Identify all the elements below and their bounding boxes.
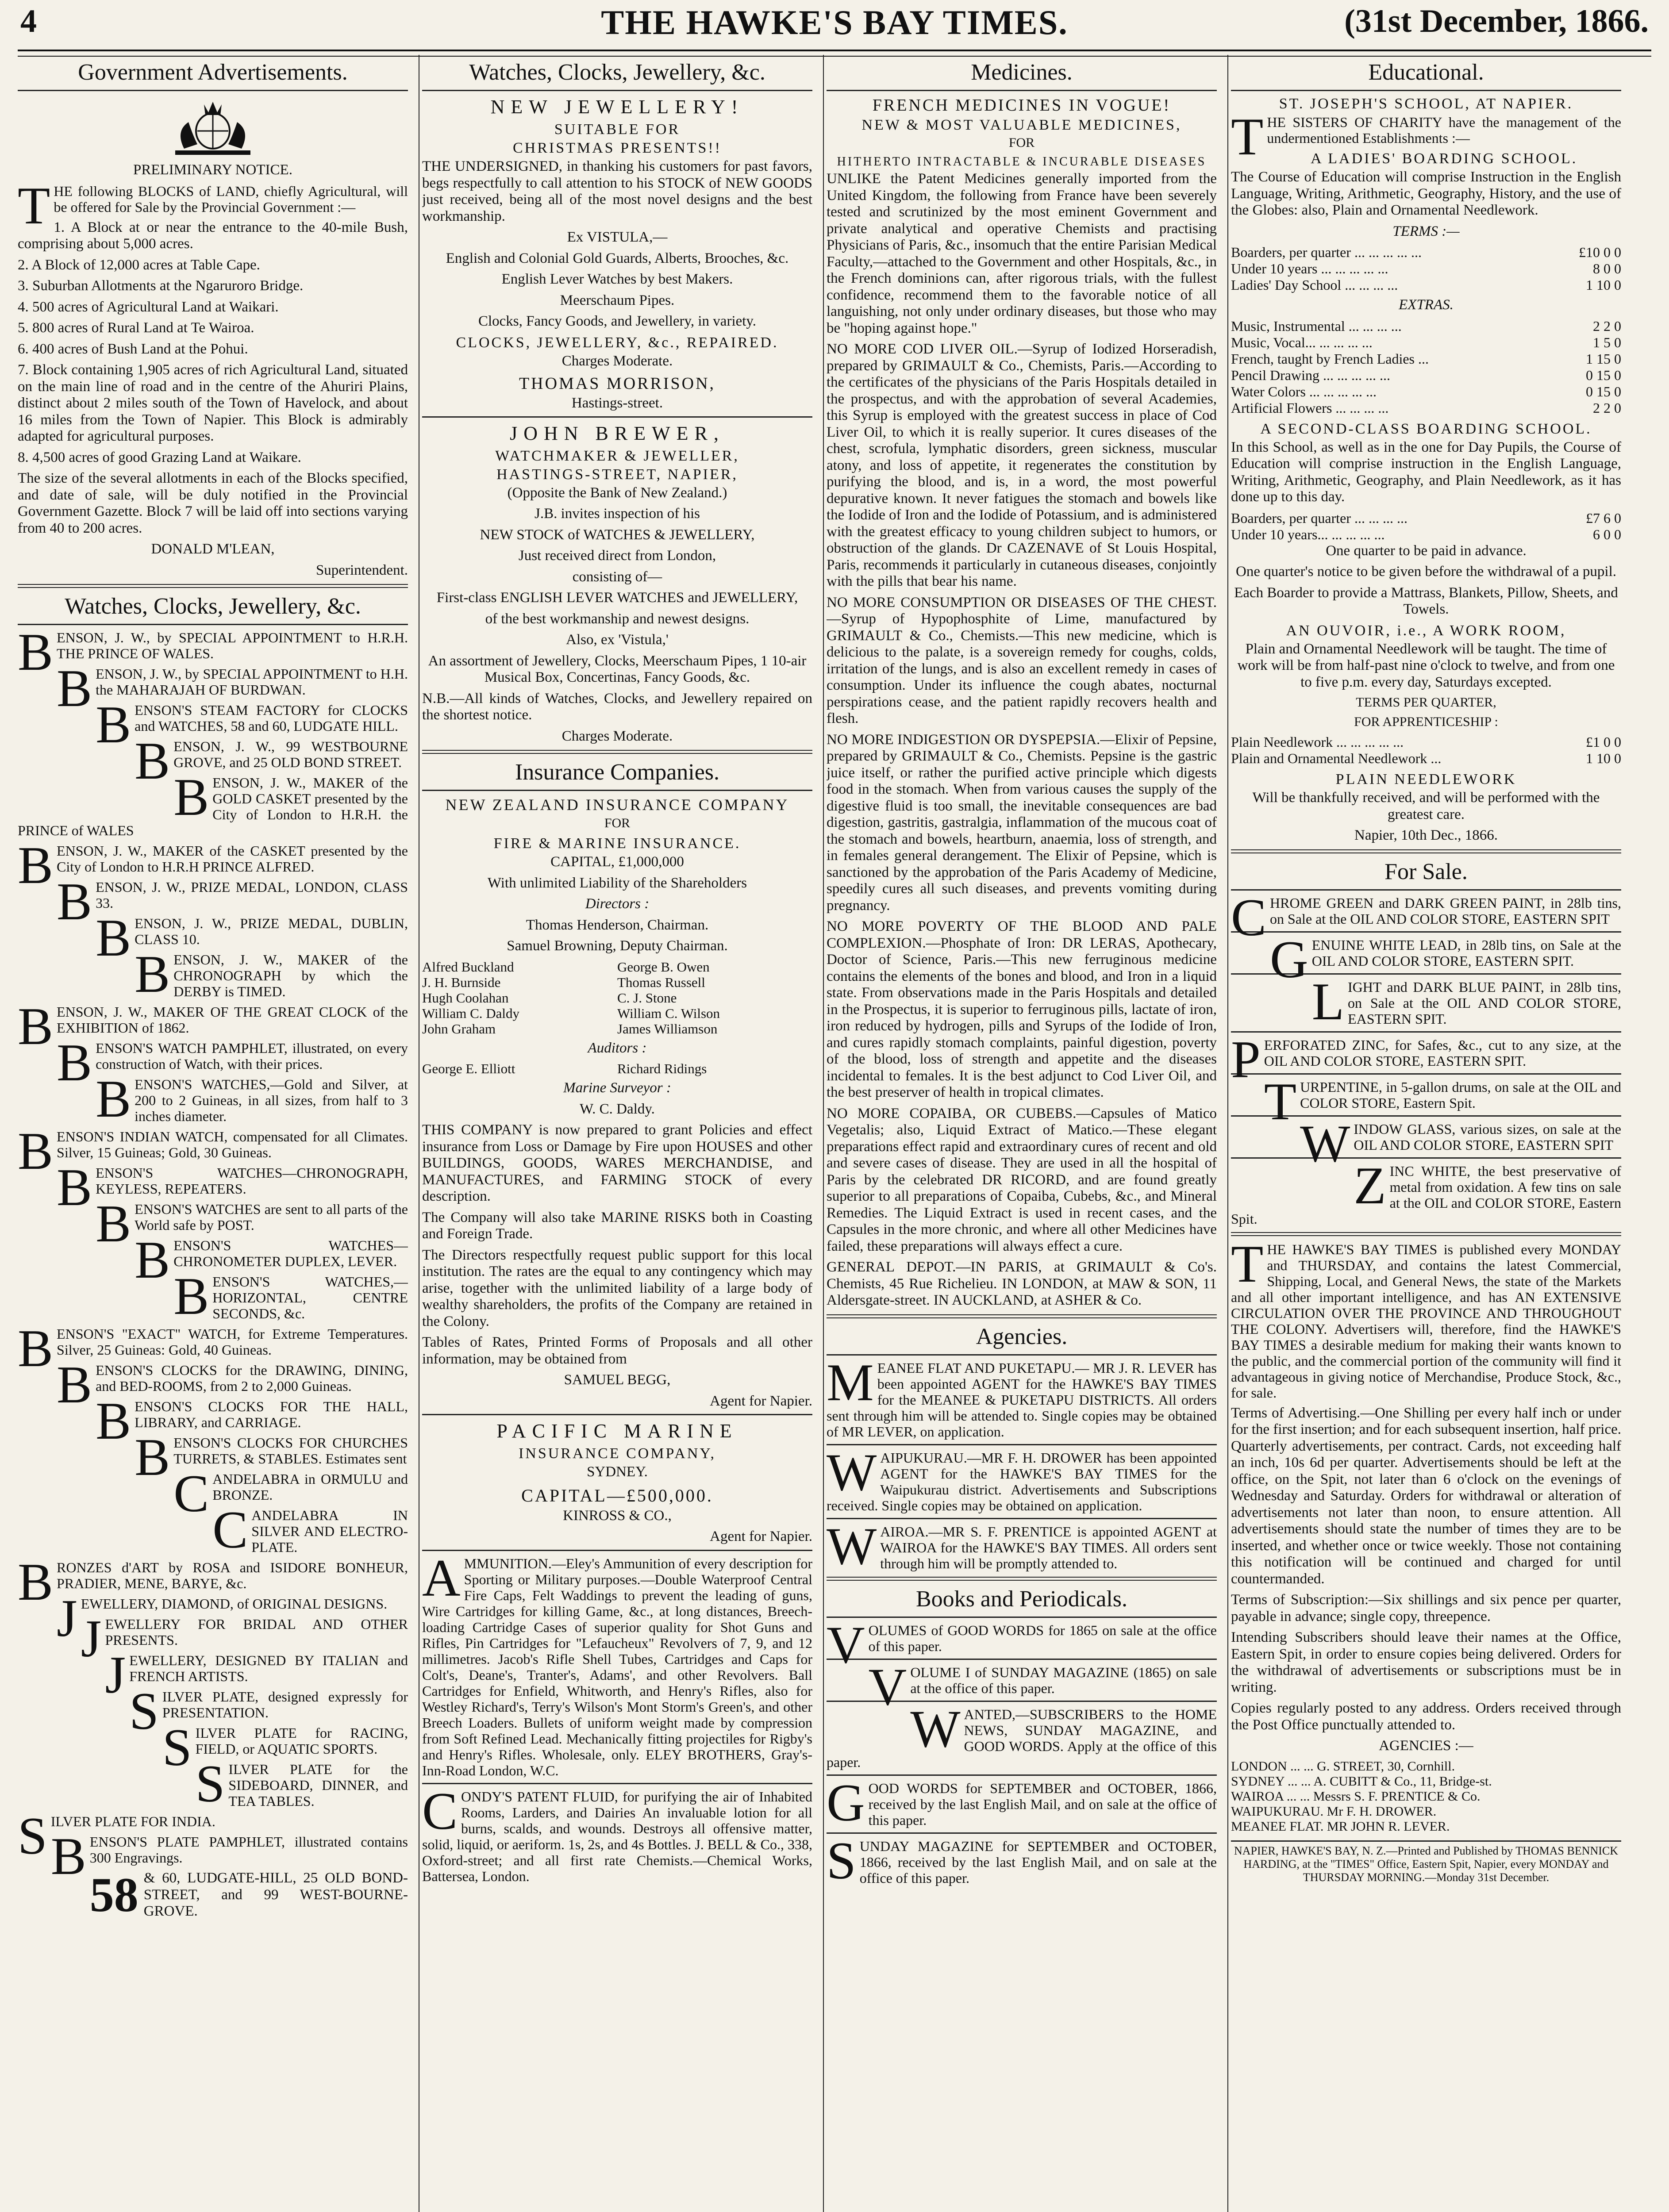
list-item: An assortment of Jewellery, Clocks, Meerschaum Pipes, 1 10-air Musical Box, Concertinas, Fancy Goods, &c. bbox=[428, 653, 807, 685]
terms-table bbox=[1231, 244, 1621, 293]
school-intro: THE SISTERS OF CHARITY have the management of the undermentioned Establishments :— bbox=[1231, 107, 1621, 166]
list-item: NEW STOCK of WATCHES & JEWELLERY, bbox=[480, 526, 755, 543]
fee-label: Water Colors ... ... ... ... ... bbox=[1231, 383, 1377, 399]
list-item: WINDOW GLASS, various sizes, on sale at the OIL AND COLOR STORE, EASTERN SPIT bbox=[1300, 1114, 1621, 1173]
fee-value: £7 6 0 bbox=[1586, 510, 1621, 526]
list-item: John Graham bbox=[422, 1021, 496, 1037]
ad-note: (Opposite the Bank of New Zealand.) bbox=[507, 484, 727, 501]
section-heading-educational: Educational. bbox=[1368, 60, 1484, 85]
list-item: BENSON, J. W., MAKER of the CHRONOGRAPH by which the DERBY is TIMED. bbox=[135, 945, 408, 1003]
section-heading-insurance: Insurance Companies. bbox=[515, 760, 720, 785]
list-item: BENSON, J. W., MAKER of the GOLD CASKET presented by the City of London to H.R.H. the PRINCE of WALES bbox=[18, 768, 408, 838]
list-item: 6. 400 acres of Bush Land at the Pohui. bbox=[18, 341, 248, 357]
divider bbox=[827, 1577, 1217, 1581]
fee-label: Under 10 years... ... ... ... ... bbox=[1231, 526, 1385, 542]
list-item: Meerschaum Pipes. bbox=[560, 292, 675, 308]
fee-value: £10 0 0 bbox=[1579, 244, 1621, 260]
divider bbox=[422, 790, 812, 791]
list-item: PERFORATED ZINC, for Safes, &c., cut to any size, at the OIL AND COLOR STORE, EASTERN SPIT. bbox=[1231, 1029, 1621, 1089]
ad-subheading: HITHERTO INTRACTABLE & INCURABLE DISEASES bbox=[837, 155, 1207, 169]
fee-label: Boarders, per quarter ... ... ... ... bbox=[1231, 510, 1407, 526]
list-item: Richard Ridings bbox=[617, 1061, 707, 1076]
ad-body: THE UNDERSIGNED, in thanking his customers for past favors, begs respectfully to call attention to his STOCK of NEW GOODS just received, being all of the most novel designs and the best workmanship. bbox=[422, 158, 812, 224]
fee-value: £1 0 0 bbox=[1586, 734, 1621, 750]
divider bbox=[18, 90, 408, 91]
page-number: 4 bbox=[20, 3, 37, 39]
ad-note: Charges Moderate. bbox=[561, 353, 673, 369]
section-heading-watches: Watches, Clocks, Jewellery, &c. bbox=[469, 60, 765, 85]
newspaper-title: THE HAWKE'S BAY TIMES. bbox=[601, 3, 1068, 42]
list-item: SILVER PLATE, designed expressly for PRESENTATION. bbox=[129, 1682, 408, 1740]
list-item: GOOD WORDS for SEPTEMBER and OCTOBER, 1866, received by the last English Mail, and on sale at the office of this paper. bbox=[827, 1773, 1217, 1832]
auditors-list bbox=[422, 1061, 812, 1076]
agent-name: KINROSS & CO., bbox=[563, 1507, 672, 1524]
column-divider bbox=[1227, 55, 1228, 2212]
list-item: WAIPUKURAU. Mr F. H. DROWER. bbox=[1231, 1804, 1437, 1819]
list-item: JEWELLERY, DESIGNED BY ITALIAN and FRENCH ARTISTS. bbox=[105, 1645, 408, 1704]
list-item: BENSON, J. W., by SPECIAL APPOINTMENT to H.R.H. THE PRINCE OF WALES. bbox=[18, 622, 408, 681]
table-row bbox=[1231, 510, 1621, 526]
ad-note: One quarter to be paid in advance. bbox=[1326, 542, 1527, 559]
postage-note: Copies regularly posted to any address. Orders received through the Post Office punctually attended to. bbox=[1231, 1700, 1621, 1733]
ad-body: NO MORE CONSUMPTION OR DISEASES OF THE CHEST.—Syrup of Hypophosphite of Lime, manufactured by GRIMAULT & Co., Chemists.—This new medicine, which is delicious to the palate, is a sovereign remedy for coughs, colds, irritation of the lungs, and is also an excellent remedy in cases of consumption. Under its influence the cough abates, nocturnal perspirations cease, and the patient rapidly recovers health and flesh. bbox=[827, 594, 1217, 726]
list-item: BENSON'S WATCH PAMPHLET, illustrated, on every construction of Watch, with their prices. bbox=[57, 1033, 408, 1092]
column-educational-sale bbox=[1231, 55, 1621, 2212]
ad-subheading: FOR bbox=[604, 816, 631, 830]
list-item: English Lever Watches by best Makers. bbox=[501, 271, 733, 287]
ad-body: NO MORE INDIGESTION OR DYSPEPSIA.—Elixir of Pepsine, prepared by GRIMAULT & Co., Chemists. Pepsine is the gastric juice itself, or rather the purified active principle which digests food in the stomach. When from various causes the supply of the digestive fluid is too small, the inevitable consequences are bad digestion, gastritis, gastralgia, inflammation of the mucous coat of the stomach and bowels, heartburn, anaemia, loss of strength, and in females general derangement. The Elixir of Pepsine, which is sanctioned by the approbation of the Paris Academy of Medicine, speedily cures all such diseases, and prevents vomiting during pregnancy. bbox=[827, 731, 1217, 914]
ad-subheading: PLAIN NEEDLEWORK bbox=[1335, 771, 1517, 787]
ad-subheading: A LADIES' BOARDING SCHOOL. bbox=[1311, 150, 1578, 167]
deputy-chairman: Samuel Browning, Deputy Chairman. bbox=[507, 938, 728, 954]
list-item: 3. Suburban Allotments at the Ngaruroro Bridge. bbox=[18, 278, 304, 294]
ad-note: With unlimited Liability of the Shareholders bbox=[487, 875, 747, 891]
list-item: Hugh Coolahan bbox=[422, 990, 509, 1006]
ad-date: Napier, 10th Dec., 1866. bbox=[1354, 827, 1498, 843]
extras-table bbox=[1231, 318, 1621, 416]
notice-title: PRELIMINARY NOTICE. bbox=[133, 162, 292, 178]
ad-subheading: NEW & MOST VALUABLE MEDICINES, bbox=[861, 117, 1182, 133]
list-item: BENSON'S WATCHES,—HORIZONTAL, CENTRE SECONDS, &c. bbox=[173, 1267, 408, 1325]
ad-subheading: CLOCKS, JEWELLERY, &c., REPAIRED. bbox=[456, 334, 779, 351]
list-item: Thomas Russell bbox=[617, 974, 705, 990]
list-item: 1. A Block at or near the entrance to the 40-mile Bush, comprising about 5,000 acres. bbox=[18, 219, 408, 252]
table-row bbox=[1231, 277, 1621, 293]
advertising-terms: Terms of Advertising.—One Shilling per every half inch or under for the first insertion; and for each subsequent insertion, half price. Quarterly advertisements, per contract. Cards, not exceeding half an inch, 10s 6d per quarter. Advertisements should be left at the office, on the Spit, not later than 6 o'clock on the evenings of Wednesday and Saturday. Orders for withdrawal or alteration of advertisements not later than noon, to ensure attention. All advertisements should state the number of times they are to be inserted, and whether once or twice weekly. Those not containing this notification will be continued and charged for until countermanded. bbox=[1231, 1405, 1621, 1587]
fee-label: Artificial Flowers ... ... ... ... bbox=[1231, 399, 1389, 416]
fee-value: 1 10 0 bbox=[1586, 277, 1621, 293]
list-item: BENSON, J. W., PRIZE MEDAL, DUBLIN, CLASS 10. bbox=[96, 908, 408, 967]
divider bbox=[1231, 849, 1621, 853]
ad-headline: FRENCH MEDICINES IN VOGUE! bbox=[872, 96, 1171, 115]
divider bbox=[422, 1783, 812, 1784]
divider bbox=[422, 1550, 812, 1551]
list-item: C. J. Stone bbox=[617, 990, 677, 1006]
condys-fluid-ad: CONDY'S PATENT FLUID, for purifying the air of Inhabited Rooms, Larders, and Dairies An invaluable lotion for all burns, scalds, and wounds. Destroys all offensive matter, solid, liquid, or aeriform. 1s, 2s, and 4s Bottles. J. BELL & Co., 338, Oxford-street; and all first rate Chemists.—Chemical Works, Battersea, London. bbox=[422, 1781, 812, 1884]
list-item: JEWELLERY, DIAMOND, of ORIGINAL DESIGNS. bbox=[57, 1589, 388, 1647]
list-item: J. H. Burnside bbox=[422, 974, 501, 990]
fee-value: 1 10 0 bbox=[1586, 750, 1621, 766]
table-row bbox=[1231, 318, 1621, 334]
directors-list bbox=[422, 959, 812, 1037]
advertiser-address: Hastings-street. bbox=[571, 395, 663, 411]
table-row bbox=[1231, 367, 1621, 384]
ad-subheading: SYDNEY. bbox=[587, 1464, 648, 1480]
terms-subheading: FOR APPRENTICESHIP : bbox=[1354, 714, 1498, 729]
agencies-list bbox=[1231, 1759, 1621, 1834]
fee-value: 0 15 0 bbox=[1586, 383, 1621, 399]
table-row bbox=[1231, 400, 1621, 416]
directors-left bbox=[422, 959, 617, 1037]
school-title: ST. JOSEPH'S SCHOOL, AT NAPIER. bbox=[1279, 96, 1573, 112]
ad-body: Tables of Rates, Printed Forms of Proposals and all other information, may be obtained from bbox=[422, 1334, 812, 1367]
chairman: Thomas Henderson, Chairman. bbox=[526, 917, 709, 933]
signer-name: DONALD M'LEAN, bbox=[151, 541, 275, 557]
divider bbox=[422, 416, 812, 418]
list-item: George B. Owen bbox=[617, 959, 710, 975]
list-item: BENSON'S PLATE PAMPHLET, illustrated contains 300 Engravings. bbox=[50, 1827, 408, 1886]
list-item: SILVER PLATE for the SIDEBOARD, DINNER, and TEA TABLES. bbox=[195, 1754, 408, 1813]
ad-subheading: SUITABLE FOR bbox=[554, 121, 681, 138]
terms-table bbox=[1231, 734, 1621, 767]
divider bbox=[827, 90, 1217, 91]
royal-coat-of-arms-icon bbox=[166, 96, 259, 157]
list-item: BENSON'S WATCHES—CHRONOGRAPH, KEYLESS, REPEATERS. bbox=[57, 1158, 408, 1217]
divider bbox=[827, 1444, 1217, 1445]
ad-subheading: AN OUVOIR, i.e., A WORK ROOM, bbox=[1286, 622, 1566, 639]
list-item: J.B. invites inspection of his bbox=[535, 506, 700, 522]
surveyor-heading: Marine Surveyor : bbox=[563, 1080, 671, 1096]
fee-value: 0 15 0 bbox=[1586, 367, 1621, 383]
fee-label: Ladies' Day School ... ... ... ... bbox=[1231, 277, 1398, 293]
list-item: 8. 4,500 acres of good Grazing Land at Waikare. bbox=[18, 449, 301, 465]
auditors-heading: Auditors : bbox=[588, 1040, 647, 1056]
table-row bbox=[1231, 261, 1621, 277]
list-item: GENUINE WHITE LEAD, in 28lb tins, on Sale at the OIL AND COLOR STORE, EASTERN SPIT. bbox=[1270, 929, 1621, 989]
fee-label: Music, Vocal... ... ... ... ... bbox=[1231, 334, 1373, 350]
extras-heading: EXTRAS. bbox=[1399, 297, 1454, 313]
list-item: BENSON, J. W., MAKER of the CASKET presented by the City of London to H.R.H PRINCE ALFRED. bbox=[18, 836, 408, 895]
section-heading-books: Books and Periodicals. bbox=[915, 1586, 1128, 1612]
list-item: SUNDAY MAGAZINE for SEPTEMBER and OCTOBER, 1866, received by the last English Mail, and on sale at the office of this paper. bbox=[827, 1831, 1217, 1890]
ad-body: THIS COMPANY is now prepared to grant Policies and effect insurance from Loss or Damage by Fire upon HOUSES and other BUILDINGS, GOODS, WARES MERCHANDISE, and MANUFACTURES, and FARMING STOCK of every description. bbox=[422, 1122, 812, 1204]
section-heading-government: Government Advertisements. bbox=[78, 60, 348, 85]
ad-body: The Company will also take MARINE RISKS both in Coasting and Foreign Trade. bbox=[422, 1209, 812, 1242]
directors-right bbox=[617, 959, 812, 1037]
list-item: ZINC WHITE, the best preservative of metal from oxidation. A few tins on sale at the OIL and COLOR STORE, Eastern Spit. bbox=[1231, 1156, 1621, 1227]
terms-heading: TERMS :— bbox=[1392, 223, 1460, 239]
ad-body: The Directors respectfully request public support for this local institution. The rates are the equal to any contingency which may arise, together with the unlimited liability of a large body of wealthy shareholders, the profits of the Company are retained in the Colony. bbox=[422, 1247, 812, 1329]
capital: CAPITAL, £1,000,000 bbox=[550, 854, 684, 870]
divider bbox=[827, 1518, 1217, 1519]
fee-value: 1 15 0 bbox=[1586, 350, 1621, 367]
ad-headline: NEW ZEALAND INSURANCE COMPANY bbox=[445, 796, 789, 814]
list-item: BENSON'S WATCHES—CHRONOMETER DUPLEX, LEVER. bbox=[135, 1230, 408, 1289]
divider bbox=[18, 624, 408, 625]
list-item: Alfred Buckland bbox=[422, 959, 514, 975]
divider bbox=[422, 90, 812, 91]
table-row bbox=[1231, 351, 1621, 367]
divider bbox=[827, 1832, 1217, 1834]
list-item: BENSON'S WATCHES are sent to all parts of the World safe by POST. bbox=[96, 1194, 408, 1253]
masthead bbox=[18, 0, 1651, 52]
fee-label: Boarders, per quarter ... ... ... ... ... bbox=[1231, 244, 1422, 260]
fee-value: 8 0 0 bbox=[1593, 261, 1621, 276]
divider bbox=[827, 1774, 1217, 1776]
ad-headline: PACIFIC MARINE bbox=[496, 1420, 738, 1442]
list-item: Clocks, Fancy Goods, and Jewellery, in variety. bbox=[478, 313, 757, 329]
section-heading-agencies: Agencies. bbox=[976, 1324, 1068, 1349]
list-item: WAIROA ... ... Messrs S. F. PRENTICE & Co. bbox=[1231, 1789, 1481, 1804]
divider bbox=[827, 1617, 1217, 1618]
table-row bbox=[1231, 244, 1621, 261]
ad-subheading: INSURANCE COMPANY, bbox=[518, 1445, 716, 1462]
table-row bbox=[1231, 334, 1621, 351]
list-item: 2. A Block of 12,000 acres at Table Cape. bbox=[18, 257, 260, 273]
list-item: Just received direct from London, bbox=[518, 548, 716, 564]
list-item: BENSON'S STEAM FACTORY for CLOCKS and WATCHES, 58 and 60, LUDGATE HILL. bbox=[96, 695, 408, 754]
ad-subheading: FOR bbox=[1008, 135, 1035, 150]
list-item: BENSON, J. W., by SPECIAL APPOINTMENT to H.H. the MAHARAJAH OF BURDWAN. bbox=[57, 659, 408, 718]
subscriber-note: Intending Subscribers should leave their names at the Office, Eastern Spit, in order to ensure copies being delivered. Orders for the withdrawal of advertisements or subscriptions must be in writing. bbox=[1231, 1629, 1621, 1695]
ad-body: NO MORE COD LIVER OIL.—Syrup of Iodized Horseradish, prepared by GRIMAULT & Co., Chemists, Paris.—According to the certificates of the physicians of the Paris Hospitals detailed in the prospectus, and with the approbation of several Academies, this Syrup is employed with the greatest success in place of Cod Liver Oil, to which it is really superior. It cures diseases of the chest, scrofula, lymphatic disorders, green sickness, muscular atony, and loss of appetite, it regenerates the constitution by purifying the blood, and is, in a word, the most powerful depurative known. It never fatigues the stomach and bowels like the Iodide of Iron and the Iodide of Potassium, and is administered with the greatest efficacy to young children subject to humors, or obstruction of the glands. Dr CAZENAVE of St Louis Hospital, Paris, recommends it particularly in cutaneous diseases, conjointly with the pills that bear his name. bbox=[827, 341, 1217, 589]
divider bbox=[1231, 90, 1621, 91]
ad-subheading: HASTINGS-STREET, NAPIER, bbox=[496, 466, 738, 483]
fee-value: 2 2 0 bbox=[1593, 318, 1621, 334]
fee-label: Music, Instrumental ... ... ... ... bbox=[1231, 318, 1402, 334]
capital: CAPITAL—£500,000. bbox=[521, 1485, 713, 1505]
list-item: BENSON'S CLOCKS FOR CHURCHES TURRETS, & STABLES. Estimates sent bbox=[135, 1428, 408, 1486]
list-item: Also, ex 'Vistula,' bbox=[566, 632, 669, 648]
list-item: 7. Block containing 1,905 acres of rich Agricultural Land, situated on the main line of road and in the centre of the Ahuriri Plains, distinct about 2 miles south of the Town of Havelock, and about 16 miles from the Town of Napier. This Block is admirably adapted for agricultural purposes. bbox=[18, 362, 408, 444]
fee-label: Plain and Ornamental Needlework ... bbox=[1231, 750, 1442, 766]
terms-heading: TERMS PER QUARTER, bbox=[1356, 695, 1496, 710]
list-item: MEANEE FLAT. MR JOHN R. LEVER. bbox=[1231, 1819, 1450, 1834]
agent-name: SAMUEL BEGG, bbox=[564, 1372, 671, 1388]
list-item: William C. Wilson bbox=[617, 1005, 720, 1021]
list-item: consisting of— bbox=[572, 568, 662, 585]
directors-heading: Directors : bbox=[585, 896, 650, 912]
column-government-watches bbox=[18, 55, 408, 2212]
notice-note: The size of the several allotments in each of the Blocks specified, and date of sale, will be duly notified in the Provincial Government Gazette. Block 7 will be laid off into sections varying from 40 to 200 acres. bbox=[18, 470, 408, 536]
ad-body: GENERAL DEPOT.—IN PARIS, at GRIMAULT & Co's. Chemists, 45 Rue Richelieu. IN LONDON, at MAW & SON, 11 Aldersgate-street. IN AUCKLAND, at ASHER & Co. bbox=[827, 1259, 1217, 1308]
list-item: BENSON'S CLOCKS for the DRAWING, DINING, and BED-ROOMS, from 2 to 2,000 Guineas. bbox=[57, 1355, 408, 1414]
list-item: LIGHT and DARK BLUE PAINT, in 28lb tins, on Sale at the OIL AND COLOR STORE, EASTERN SPIT. bbox=[1311, 972, 1621, 1031]
list-item: JEWELLERY FOR BRIDAL AND OTHER PRESENTS. bbox=[81, 1609, 408, 1668]
divider bbox=[1231, 1031, 1621, 1033]
ad-body: NO MORE COPAIBA, OR CUBEBS.—Capsules of Matico Vegetalis; also, Liquid Extract of Matico.—These elegant preparations effect rapid and extraordinary cures of recent and old and severe cases of disease. They are used in all the hospital of Paris by the celebrated DR RICORD, and are found greatly superior to all preparations of Copaiba, Cubebs, &c., and Mineral Remedies. The Liquid Extract is used in recent cases, and the Capsules in the more chronic, and where all other Medicines have failed, these preparations will always effect a cure. bbox=[827, 1105, 1217, 1254]
column-medicines-agencies bbox=[827, 55, 1217, 2212]
divider bbox=[1231, 1232, 1621, 1236]
list-item: 5. 800 acres of Rural Land at Te Wairoa. bbox=[18, 320, 254, 336]
benson-address bbox=[90, 1870, 408, 1920]
list-item: SILVER PLATE for RACING, FIELD, or AQUATIC SPORTS. bbox=[162, 1718, 408, 1777]
divider bbox=[1231, 1157, 1621, 1159]
list-item: WAIROA.—MR S. F. PRENTICE is appointed AGENT at WAIROA for the HAWKE'S BAY TIMES. All orders sent through him will be promptly attended to. bbox=[827, 1516, 1217, 1575]
divider bbox=[422, 1414, 812, 1415]
divider bbox=[422, 750, 812, 754]
table-row bbox=[1231, 734, 1621, 750]
ad-note: Charges Moderate. bbox=[561, 728, 673, 744]
ad-note: N.B.—All kinds of Watches, Clocks, and Jewellery repaired on the shortest notice. bbox=[422, 690, 812, 723]
subscription-terms: Terms of Subscription:—Six shillings and six pence per quarter, payable in advance; single copy, threepence. bbox=[1231, 1592, 1621, 1624]
ad-headline: JOHN BREWER, bbox=[510, 422, 725, 444]
agent-title: Agent for Napier. bbox=[710, 1393, 812, 1409]
ad-body: Plain and Ornamental Needlework will be taught. The time of work will be from half-past nine o'clock to twelve, and from one to five p.m. every day, Saturdays excepted. bbox=[1237, 641, 1615, 690]
list-item: CHROME GREEN and DARK GREEN PAINT, in 28lb tins, on Sale at the OIL AND COLOR STORE, EASTERN SPIT bbox=[1231, 887, 1621, 947]
fee-value: 2 2 0 bbox=[1593, 399, 1621, 416]
list-item: BENSON, J. W., PRIZE MEDAL, LONDON, CLASS 33. bbox=[57, 872, 408, 931]
list-item: English and Colonial Gold Guards, Alberts, Brooches, &c. bbox=[446, 250, 789, 266]
table-row bbox=[1231, 526, 1621, 543]
list-item: George E. Elliott bbox=[422, 1061, 515, 1076]
section-heading-for-sale: For Sale. bbox=[1384, 859, 1468, 884]
land-blocks-list bbox=[18, 219, 408, 466]
list-item: CANDELABRA IN SILVER AND ELECTRO-PLATE. bbox=[212, 1500, 408, 1559]
ad-body: The Course of Education will comprise Instruction in the English Language, Writing, Arithmetic, Geography, History, and the use of the Globes: also, Plain and Ornamental Needlework. bbox=[1231, 169, 1621, 218]
divider bbox=[827, 1354, 1217, 1356]
list-item: William C. Daldy bbox=[422, 1005, 520, 1021]
list-item: LONDON ... ... G. STREET, 30, Cornhill. bbox=[1231, 1759, 1455, 1774]
ad-body: NO MORE POVERTY OF THE BLOOD AND PALE COMPLEXION.—Phosphate of Iron: DR LERAS, Apothecary, Doctor of Science, Paris.—This new ferruginous medicine contains the elements of the bones and blood, and Iron in a liquid state. From observations made in the Paris Hospitals and detailed in the Prospectus, it is superior to ferruginous pills, lactate of iron, iron reduced by hydrogen, pills and Syrups of the Iodide of Iron, and cures rapidly stomach complaints, painful digestion, poverty of the blood, loss of strength and appetite and the diseases incidental to females. It is the best adjunct to Cod Liver Oil, and the best preserver of health in tropical climates. bbox=[827, 918, 1217, 1100]
ad-subheading: FIRE & MARINE INSURANCE. bbox=[493, 835, 741, 852]
list-item: 4. 500 acres of Agricultural Land at Waikari. bbox=[18, 299, 279, 315]
ad-note: Each Boarder to provide a Mattrass, Blankets, Pillow, Sheets, and Towels. bbox=[1234, 584, 1618, 617]
list-item: BENSON'S CLOCKS FOR THE HALL, LIBRARY, and CARRIAGE. bbox=[96, 1391, 408, 1450]
ad-note: One quarter's notice to be given before the withdrawal of a pupil. bbox=[1236, 564, 1616, 580]
list-item: CANDELABRA in ORMULU and BRONZE. bbox=[173, 1464, 408, 1523]
advertiser-name: THOMAS MORRISON, bbox=[519, 374, 716, 393]
list-item: BENSON'S WATCHES,—Gold and Silver, at 200 to 2 Guineas, in all sizes, from half to 3 inches diameter. bbox=[96, 1069, 408, 1128]
surveyor-name: W. C. Daldy. bbox=[580, 1101, 655, 1117]
terms-table bbox=[1231, 510, 1621, 543]
newspaper-notice: THE HAWKE'S BAY TIMES is published every MONDAY and THURSDAY, and contains the latest Commercial, Shipping, Local, and General News, the state of the Markets and all other important intelligence, and has AN EXTENSIVE CIRCULATION OVER THE PROVINCE AND THROUGHOUT THE COLONY. Advertisers will, therefore, find the HAWKE'S BAY TIMES a desirable medium for making their wants known to the public, and the commercial portion of the community will find it advantageous in giving notice of Merchandise, Produce Stock, &c., for sale. bbox=[1231, 1234, 1621, 1401]
ad-headline: NEW JEWELLERY! bbox=[490, 96, 744, 118]
list-item: VOLUMES of GOOD WORDS for 1865 on sale at the office of this paper. bbox=[827, 1615, 1217, 1674]
column-jewellery-insurance bbox=[422, 55, 812, 2212]
list-item: BENSON, J. W., 99 WESTBOURNE GROVE, and 25 OLD BOND STREET. bbox=[135, 731, 408, 790]
list-item: of the best workmanship and newest designs. bbox=[485, 611, 750, 627]
list-item: SILVER PLATE FOR INDIA. bbox=[18, 1806, 215, 1865]
notice-intro: THE following BLOCKS of LAND, chiefly Agricultural, will be offered for Sale by the Provincial Government :— bbox=[18, 176, 408, 235]
fee-label: French, taught by French Ladies ... bbox=[1231, 350, 1429, 367]
ad-body: UNLIKE the Patent Medicines generally imported from the United Kingdom, the following from France have been severely tested and scrutinized by the most eminent Government and private analytical and operative Chemists and practising Physicians of Paris, &c., insomuch that the entire Parisian Medical Faculty,—attached to the Government and other Hospitals, &c., in the French dominions can, after rigorous trials, with the fullest confidence, recommend them to the favorable notice of all languishing, not only under ordinary diseases, but those who may be "hoping against hope." bbox=[827, 171, 1217, 336]
list-item: WANTED,—SUBSCRIBERS to the HOME NEWS, SUNDAY MAGAZINE, and GOOD WORDS. Apply at the office of this paper. bbox=[827, 1699, 1217, 1770]
ad-body: In this School, as well as in the one for Day Pupils, the Course of Education will comprise instruction in the English Language, Writing, Arithmetic, Geography, and Plain Needlework, as it has done up to this day. bbox=[1231, 439, 1621, 505]
fee-value: 1 5 0 bbox=[1593, 334, 1621, 350]
list-item: Ex VISTULA,— bbox=[567, 229, 668, 245]
list-item: BRONZES d'ART by ROSA and ISIDORE BONHEUR, PRADIER, MENE, BARYE, &c. bbox=[18, 1552, 408, 1611]
section-heading-medicines: Medicines. bbox=[971, 60, 1073, 85]
ad-subheading: A SECOND-CLASS BOARDING SCHOOL. bbox=[1260, 420, 1592, 437]
list-item: First-class ENGLISH LEVER WATCHES and JEWELLERY, bbox=[436, 590, 798, 606]
ad-subheading: WATCHMAKER & JEWELLER, bbox=[495, 447, 739, 464]
printer-imprint: NAPIER, HAWKE'S BAY, N. Z.—Printed and Published by THOMAS BENNICK HARDING, at the "TIMES" Office, Eastern Spit, Napier, every MONDAY and THURSDAY MORNING.—Monday 31st December. bbox=[1231, 1840, 1621, 1884]
list-item: BENSON, J. W., MAKER OF THE GREAT CLOCK of the EXHIBITION of 1862. bbox=[18, 997, 408, 1056]
address-number: 58 bbox=[89, 1868, 138, 1922]
list-item: MEANEE FLAT AND PUKETAPU.— MR J. R. LEVER has been appointed AGENT for the HAWKE'S BAY TIMES for the MEANEE & PUKETAPU DISTRICTS. All orders sent through him will be attended to. Single copies may be obtained of MR LEVER, on application. bbox=[827, 1352, 1217, 1440]
fee-label: Under 10 years ... ... ... ... ... bbox=[1231, 261, 1388, 276]
table-row bbox=[1231, 384, 1621, 400]
list-item: VOLUME I of SUNDAY MAGAZINE (1865) on sale at the office of this paper. bbox=[868, 1657, 1217, 1716]
list-item: BENSON'S INDIAN WATCH, compensated for all Climates. Silver, 15 Guineas; Gold, 30 Guineas. bbox=[18, 1121, 408, 1180]
list-item: BENSON'S "EXACT" WATCH, for Extreme Temperatures. Silver, 25 Guineas: Gold, 40 Guineas. bbox=[18, 1319, 408, 1378]
fee-value: 6 0 0 bbox=[1593, 526, 1621, 542]
fee-label: Plain Needlework ... ... ... ... ... bbox=[1231, 734, 1404, 750]
agencies-heading: AGENCIES :— bbox=[1379, 1738, 1473, 1754]
ad-body: Will be thankfully received, and will be performed with the greatest care. bbox=[1252, 790, 1600, 822]
address-text: & 60, LUDGATE-HILL, 25 OLD BOND-STREET, and 99 WEST-BOURNE-GROVE. bbox=[143, 1870, 408, 1919]
divider bbox=[1231, 889, 1621, 891]
issue-date: (31st December, 1866. bbox=[1344, 3, 1649, 39]
section-heading-watches: Watches, Clocks, Jewellery, &c. bbox=[65, 594, 361, 619]
divider bbox=[18, 584, 408, 588]
benson-ads-list bbox=[18, 622, 408, 1886]
agent-title: Agent for Napier. bbox=[710, 1528, 812, 1544]
list-item: SYDNEY ... ... A. CUBITT & Co., 11, Bridge-st. bbox=[1231, 1774, 1492, 1789]
list-item: TURPENTINE, in 5-gallon drums, on sale at the OIL and COLOR STORE, Eastern Spit. bbox=[1264, 1071, 1621, 1131]
list-item: WAIPUKURAU.—MR F. H. DROWER has been appointed AGENT for the HAWKE'S BAY TIMES for the Waipukurau district. Advertisements and Subscriptions received. Single copies may be obtained on application. bbox=[827, 1442, 1217, 1513]
signer-title: Superintendent. bbox=[315, 562, 408, 578]
column-divider bbox=[823, 55, 824, 2212]
ammunition-ad: AMMUNITION.—Eley's Ammunition of every description for Sporting or Military purposes.—Double Waterproof Central Fire Caps, Felt Waddings to prevent the leading of guns, Wire Cartridges for killing Game, &c., at long distances, Breech-loading Cartridge Cases of superior quality for Shot Guns and Rifles, Pin Cartridges for "Lefaucheux" Revolvers of 7, 9, and 12 millimetres. Jacob's Rifle Shell Tubes, Cartridges and Caps for Colt's, Deane's, Tranter's, Adams', and other Revolvers. Ball Cartridges for Enfield, Whitworth, and Henry's Rifles, also for Westley Richard's, Terry's Wilson's Mont Storm's Green's, and other Breech Loaders. Bullets of uniform weight made by compression from Soft Refined Lead. Mechanically fitting projectiles for Rigby's and Henry's Rifles. Wholesale, only. ELEY BROTHERS, Gray's-Inn-Road London, W.C. bbox=[422, 1548, 812, 1778]
list-item: James Williamson bbox=[617, 1021, 718, 1037]
fee-label: Pencil Drawing ... ... ... ... ... bbox=[1231, 367, 1390, 383]
ad-subheading: CHRISTMAS PRESENTS!! bbox=[512, 140, 722, 156]
divider bbox=[827, 1314, 1217, 1318]
table-row bbox=[1231, 750, 1621, 767]
